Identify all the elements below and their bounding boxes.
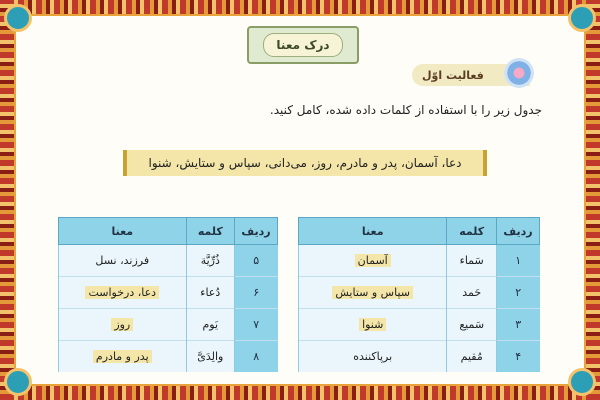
filled-answer: پدر و مادرم xyxy=(93,350,152,363)
row-word: دُعاء xyxy=(186,277,234,309)
corner-ornament-icon xyxy=(4,368,32,396)
table-row xyxy=(59,309,278,341)
vocab-table-right xyxy=(298,217,540,372)
row-index: ۶ xyxy=(235,277,278,309)
filled-answer: شنوا xyxy=(359,318,386,331)
row-index: ۷ xyxy=(235,309,278,341)
table-row xyxy=(299,309,540,341)
row-word: سَمیع xyxy=(447,309,497,341)
activity-ornament-icon xyxy=(504,58,534,88)
row-meaning xyxy=(299,245,447,277)
vocab-table-left xyxy=(58,217,278,372)
corner-ornament-icon xyxy=(568,4,596,32)
corner-ornament-icon xyxy=(568,368,596,396)
section-title-badge xyxy=(247,26,359,64)
filled-answer: آسمان xyxy=(355,254,391,267)
row-meaning: برپاکننده xyxy=(299,341,447,373)
activity-label xyxy=(412,64,530,86)
row-index: ۸ xyxy=(235,341,278,373)
activity-label-text: فعالیت اوّل xyxy=(422,68,484,82)
row-index: ۴ xyxy=(497,341,540,373)
filled-answer: سپاس و ستایش xyxy=(332,286,413,299)
row-meaning xyxy=(59,277,187,309)
table-row xyxy=(299,341,540,373)
filled-answer: دعا، درخواست xyxy=(85,286,159,299)
header-meaning: معنا xyxy=(299,218,447,245)
row-meaning xyxy=(59,309,187,341)
row-word: ذُرِّیَّة xyxy=(186,245,234,277)
row-index: ۲ xyxy=(497,277,540,309)
row-word: سَماء xyxy=(447,245,497,277)
row-index: ۳ xyxy=(497,309,540,341)
table-row xyxy=(299,277,540,309)
row-word: مُقیم xyxy=(447,341,497,373)
row-word: والِدَیَّ xyxy=(186,341,234,373)
row-index: ۱ xyxy=(497,245,540,277)
frame-right-border xyxy=(586,0,600,400)
instruction-text: جدول زیر را با استفاده از کلمات داده شده، کامل کنید. xyxy=(269,103,542,117)
header-meaning: معنا xyxy=(59,218,187,245)
row-meaning: فرزند، نسل xyxy=(59,245,187,277)
header-word: کلمه xyxy=(447,218,497,245)
row-meaning xyxy=(59,341,187,373)
word-bank: دعا، آسمان، پدر و مادرم، روز، می‌دانی، سپاس و ستایش، شنوا xyxy=(123,150,487,176)
table-header-row xyxy=(299,218,540,245)
header-word: کلمه xyxy=(186,218,234,245)
header-index: ردیف xyxy=(235,218,278,245)
row-word: یَوم xyxy=(186,309,234,341)
table-header-row xyxy=(59,218,278,245)
row-index: ۵ xyxy=(235,245,278,277)
table-row xyxy=(59,245,278,277)
filled-answer: روز xyxy=(111,318,133,331)
table-row xyxy=(59,341,278,373)
table-row xyxy=(59,277,278,309)
header-index: ردیف xyxy=(497,218,540,245)
corner-ornament-icon xyxy=(4,4,32,32)
section-title: درک معنا xyxy=(263,33,343,57)
table-row xyxy=(299,245,540,277)
row-meaning xyxy=(299,309,447,341)
row-meaning xyxy=(299,277,447,309)
frame-left-border xyxy=(0,0,14,400)
row-word: حَمد xyxy=(447,277,497,309)
